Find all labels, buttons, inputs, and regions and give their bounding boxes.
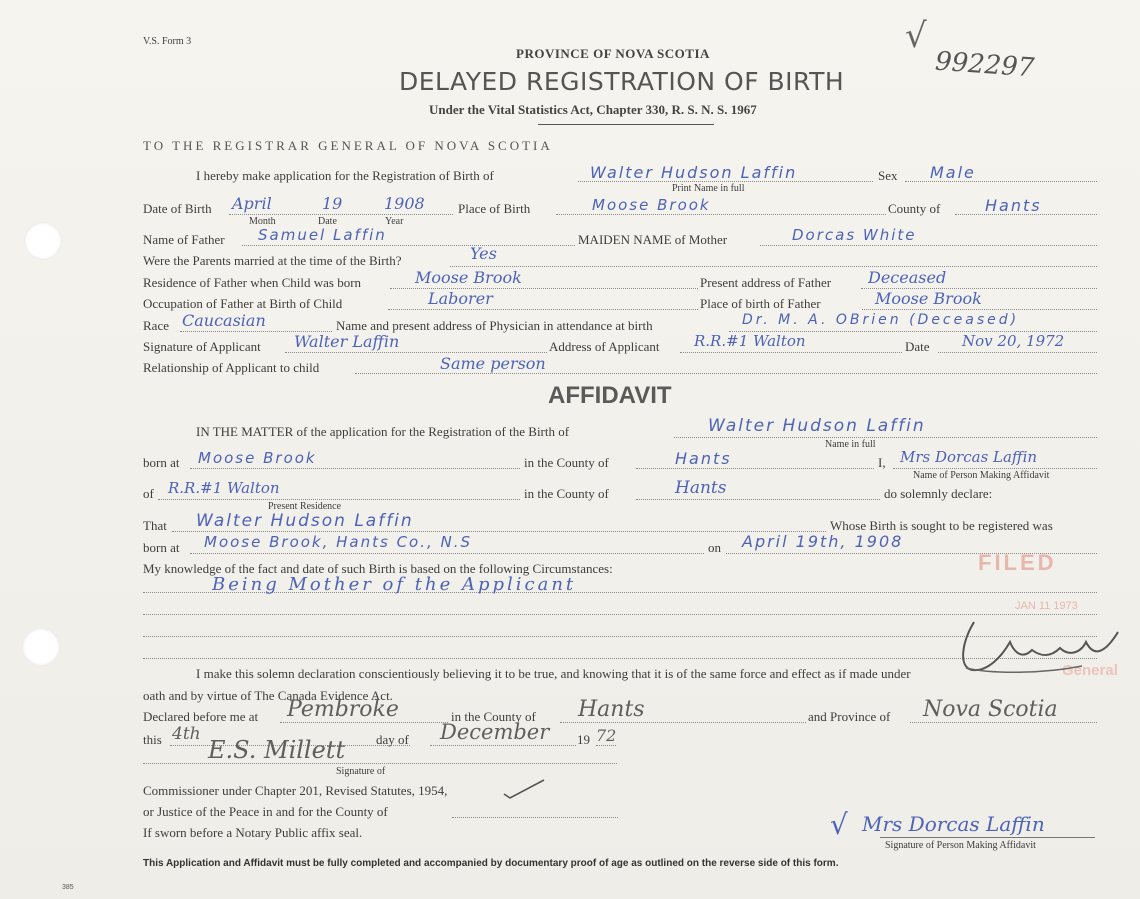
occupation-value: Laborer bbox=[428, 289, 493, 308]
deponent-caption: Name of Person Making Affidavit bbox=[913, 470, 1050, 481]
document-subtitle: Under the Vital Statistics Act, Chapter 330, R. S. N. S. 1967 bbox=[429, 102, 757, 117]
deponent-line bbox=[893, 468, 1097, 469]
matter-label: IN THE MATTER of the application for the Registration of the Birth of bbox=[196, 424, 570, 439]
declared-county-line bbox=[560, 722, 806, 723]
signature-label: Signature of Applicant bbox=[143, 339, 261, 354]
affidavit-county-line bbox=[636, 468, 874, 469]
that-label: That bbox=[143, 518, 167, 533]
day-value: 4th bbox=[172, 724, 201, 744]
commissioner-label: Commissioner under Chapter 201, Revised Statutes, 1954, bbox=[143, 783, 448, 798]
dob-line bbox=[229, 214, 453, 215]
born-at-value-2: Moose Brook, Hants Co., N.S bbox=[204, 533, 473, 551]
mother-label: MAIDEN NAME of Mother bbox=[578, 232, 728, 247]
father-birthplace-line bbox=[862, 309, 1097, 310]
relationship-value: Same person bbox=[440, 354, 546, 373]
on-date-value: April 19th, 1908 bbox=[742, 532, 904, 551]
declare-label: do solemnly declare: bbox=[884, 486, 993, 501]
province-heading: PROVINCE OF NOVA SCOTIA bbox=[516, 46, 710, 61]
punch-hole bbox=[24, 222, 62, 260]
deponent-value: Mrs Dorcas Laffin bbox=[900, 448, 1038, 466]
filed-stamp-registrar: General bbox=[1062, 662, 1118, 679]
place-line bbox=[556, 214, 886, 215]
footer-code: 385 bbox=[62, 884, 74, 891]
declared-place-value: Pembroke bbox=[287, 697, 399, 722]
year-prefix: 19 bbox=[577, 732, 590, 747]
year-line bbox=[596, 745, 616, 746]
affidavit-county-value-2: Hants bbox=[675, 478, 727, 498]
relationship-label: Relationship of Applicant to child bbox=[143, 360, 320, 375]
commissioner-signature-line bbox=[143, 763, 617, 764]
on-label: on bbox=[708, 540, 721, 555]
dob-day: 19 bbox=[322, 194, 343, 213]
physician-label: Name and present address of Physician in attendance at birth bbox=[336, 318, 653, 333]
dob-month: April bbox=[232, 194, 272, 213]
residence-label: Residence of Father when Child was born bbox=[143, 275, 362, 290]
place-label: Place of Birth bbox=[458, 201, 531, 216]
born-at-line bbox=[190, 468, 520, 469]
date-label: Date bbox=[905, 339, 930, 354]
affidavit-county-label: in the County of bbox=[524, 455, 609, 470]
application-intro-label: I hereby make application for the Registration of Birth of bbox=[196, 168, 494, 183]
present-residence-caption: Present Residence bbox=[268, 501, 342, 512]
born-at-line-2 bbox=[190, 553, 704, 554]
month-value: December bbox=[440, 720, 550, 744]
circumstances-value: Being Mother of the Applicant bbox=[212, 574, 577, 595]
that-name-value: Walter Hudson Laffin bbox=[196, 511, 414, 531]
declared-place-line bbox=[280, 722, 448, 723]
county-label: County of bbox=[888, 201, 941, 216]
year-suffix: 72 bbox=[596, 726, 617, 745]
residence-value: Moose Brook bbox=[415, 268, 522, 287]
married-line bbox=[450, 266, 1097, 267]
affidavit-county-line-2 bbox=[636, 499, 880, 500]
residence-line bbox=[158, 499, 520, 500]
affidavit-title: AFFIDAVIT bbox=[548, 382, 672, 409]
sex-label: Sex bbox=[878, 168, 898, 183]
born-at-value: Moose Brook bbox=[198, 449, 317, 467]
that-line bbox=[172, 531, 826, 532]
year-caption: Year bbox=[385, 216, 404, 227]
race-label: Race bbox=[143, 318, 169, 333]
registration-number: 992297 bbox=[934, 46, 1036, 84]
born-at-label: born at bbox=[143, 455, 180, 470]
filed-stamp: FILED bbox=[978, 550, 1057, 575]
father-label: Name of Father bbox=[143, 232, 225, 247]
affidavit-county-value: Hants bbox=[675, 449, 732, 468]
mother-line bbox=[760, 245, 1097, 246]
knowledge-label: My knowledge of the fact and date of such Birth is based on the following Circumstances: bbox=[143, 561, 613, 576]
father-birthplace-label: Place of birth of Father bbox=[700, 296, 821, 311]
signature-of-caption: Signature of bbox=[336, 766, 386, 777]
whose-birth-label: Whose Birth is sought to be registered was bbox=[830, 518, 1053, 533]
punch-hole bbox=[22, 628, 60, 666]
matter-line bbox=[674, 437, 1097, 438]
solemn-text-2: oath and by virtue of The Canada Evidence Act. bbox=[143, 688, 393, 703]
married-label: Were the Parents married at the time of the Birth? bbox=[143, 253, 402, 268]
this-label: this bbox=[143, 732, 162, 747]
footer-note: This Application and Affidavit must be fully completed and accompanied by documentary proof of age as outlined on the reverse side of this form. bbox=[143, 858, 839, 869]
place-value: Moose Brook bbox=[592, 196, 711, 214]
signature-line bbox=[285, 352, 547, 353]
mother-value: Dorcas White bbox=[792, 226, 917, 244]
i-label: I, bbox=[878, 455, 886, 470]
notary-label: If sworn before a Notary Public affix seal. bbox=[143, 825, 363, 840]
registrar-heading: TO THE REGISTRAR GENERAL OF NOVA SCOTIA bbox=[143, 138, 553, 153]
month-line bbox=[430, 745, 576, 746]
affidavit-residence-value: R.R.#1 Walton bbox=[168, 479, 280, 497]
father-birthplace-value: Moose Brook bbox=[875, 289, 982, 308]
married-value: Yes bbox=[470, 244, 497, 263]
date-line bbox=[938, 352, 1097, 353]
affidavit-county-label-2: in the County of bbox=[524, 486, 609, 501]
born-at-label-2: born at bbox=[143, 540, 180, 555]
dob-year: 1908 bbox=[384, 194, 425, 213]
declared-county-value: Hants bbox=[578, 697, 645, 722]
declared-county-label: in the County of bbox=[451, 709, 536, 724]
date-value: Nov 20, 1972 bbox=[962, 332, 1065, 350]
province-line bbox=[910, 722, 1097, 723]
check-mark: √ bbox=[905, 16, 927, 56]
filed-stamp-date: JAN 11 1973 bbox=[1015, 600, 1078, 612]
document-title: DELAYED REGISTRATION OF BIRTH bbox=[399, 67, 845, 96]
father-value: Samuel Laffin bbox=[258, 226, 387, 244]
dob-label: Date of Birth bbox=[143, 201, 212, 216]
justice-line bbox=[452, 817, 618, 818]
deponent-check-mark: √ bbox=[830, 808, 848, 841]
physician-value: Dr. M. A. OBrien (Deceased) bbox=[742, 312, 1020, 328]
commissioner-signature: E.S. Millett bbox=[208, 736, 346, 764]
date-caption: Date bbox=[318, 216, 337, 227]
sex-value: Male bbox=[930, 163, 976, 182]
form-number: V.S. Form 3 bbox=[143, 36, 192, 47]
province-value: Nova Scotia bbox=[923, 697, 1058, 722]
child-name-value: Walter Hudson Laffin bbox=[590, 163, 798, 182]
present-address-value: Deceased bbox=[868, 268, 947, 287]
occupation-line bbox=[388, 309, 698, 310]
justice-label: or Justice of the Peace in and for the County of bbox=[143, 804, 388, 819]
address-label: Address of Applicant bbox=[549, 339, 660, 354]
deponent-signature: Mrs Dorcas Laffin bbox=[862, 812, 1045, 836]
print-name-caption: Print Name in full bbox=[672, 183, 745, 194]
day-of-label: day of bbox=[376, 732, 409, 747]
province-label: and Province of bbox=[808, 709, 891, 724]
declared-label: Declared before me at bbox=[143, 709, 259, 724]
affidavit-child-name: Walter Hudson Laffin bbox=[708, 416, 926, 436]
solemn-text-1: I make this solemn declaration conscientiously believing it to be true, and knowing that it is of the same force and effect as if made under bbox=[196, 666, 911, 681]
name-in-full-caption: Name in full bbox=[825, 439, 876, 450]
occupation-label: Occupation of Father at Birth of Child bbox=[143, 296, 343, 311]
commissioner-tick-mark bbox=[500, 776, 550, 800]
deponent-signature-caption: Signature of Person Making Affidavit bbox=[885, 840, 1036, 851]
registrar-signature bbox=[952, 612, 1132, 682]
present-address-label: Present address of Father bbox=[700, 275, 832, 290]
deponent-signature-line bbox=[880, 837, 1095, 838]
relationship-line bbox=[355, 373, 1097, 374]
address-line bbox=[680, 352, 902, 353]
of-label: of bbox=[143, 486, 154, 501]
title-rule bbox=[538, 124, 714, 125]
signature-value: Walter Laffin bbox=[294, 332, 400, 351]
race-value: Caucasian bbox=[182, 311, 266, 330]
month-caption: Month bbox=[249, 216, 276, 227]
father-line bbox=[242, 245, 575, 246]
county-value: Hants bbox=[985, 196, 1042, 215]
address-value: R.R.#1 Walton bbox=[694, 332, 806, 350]
